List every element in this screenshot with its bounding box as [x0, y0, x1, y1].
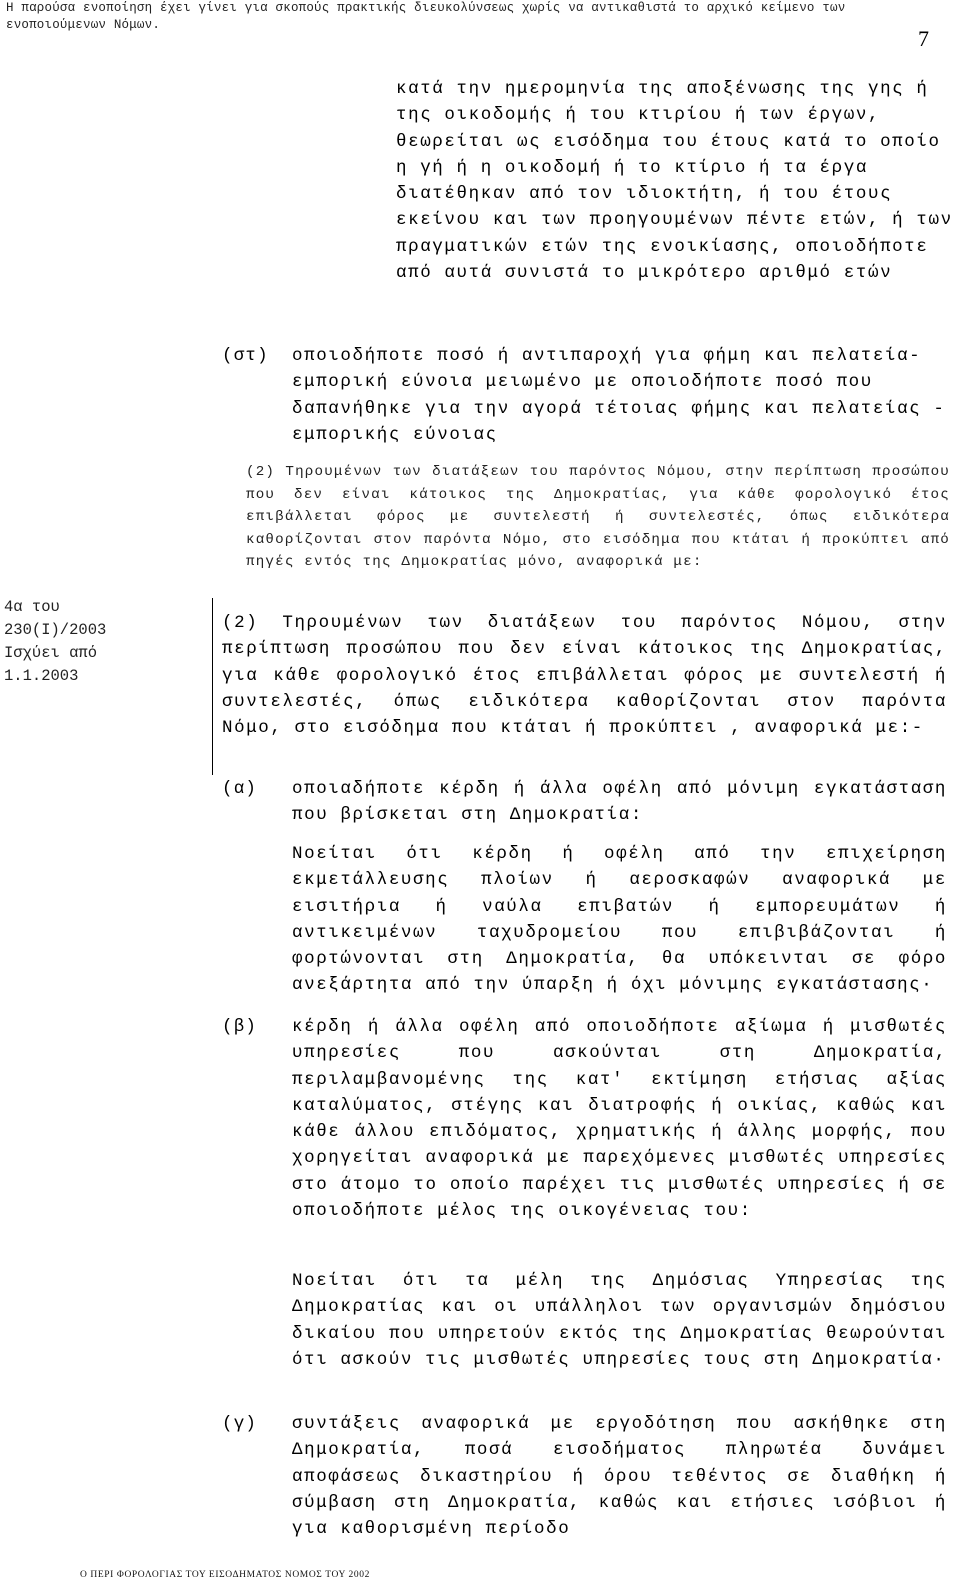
- margin-note-line: 4α του: [4, 598, 60, 616]
- margin-rule: [212, 598, 213, 775]
- intro-paragraph: κατά την ημερομηνία της αποξένωσης της γης ή της οικοδομής ή του κτιρίου ή των έργων, θεωρείται ως εισόδημα του έτους κατά το οποίο η γή ή η οικοδομή ή το κτίριο ή τα έργα διατέθηκαν από τον ιδιοκτήτη, ή του έτους εκείνου και των προηγουμένων πέντε ετών, ή των πραγματικών ετών της ενοικίασης, οποιοδήποτε από αυτά συνιστά το μικρότερο αριθμό ετών: [396, 79, 953, 284]
- margin-note-line: 230(Ι)/2003: [4, 621, 107, 639]
- item-st-text: οποιοδήποτε ποσό ή αντιπαροχή για φήμη και πελατεία-εμπορική εύνοια μειωμένο με οποιοδήποτε ποσό που δαπανήθηκε για την αγορά τέτοιας φήμης και πελατείας - εμπορικής εύνοιας: [292, 346, 946, 445]
- item-b-text: κέρδη ή άλλα οφέλη από οποιοδήποτε αξίωμα ή μισθωτές υπηρεσίες που ασκούνται στη Δημοκρατία, περιλαμβανομένης της κατ' εκτίμηση ετήσιας αξίας καταλύματος, στέγης και διατροφής ή οικίας, καθώς και κάθε άλλου επιδόματος, χρηματικής ή άλλης μορφής, που χορηγείται αναφορικά με παρεχόμενες μισθωτές υπηρεσίες στο άτομο το οποίο παρέχει τις μισθωτές υπηρεσίες ή σε οποιοδήποτε μέλος της οικογένειας του:: [292, 1017, 947, 1222]
- page-footer: Ο ΠΕΡΙ ΦΟΡΟΛΟΓΙΑΣ ΤΟΥ ΕΙΣΟΔΗΜΑΤΟΣ ΝΟΜΟΣ ΤΟΥ 2002: [80, 1570, 370, 1580]
- item-st-label: (στ): [222, 346, 269, 366]
- item-a-text: οποιαδήποτε κέρδη ή άλλα οφέλη από μόνιμη εγκατάσταση που βρίσκεται στη Δημοκρατία:: [292, 779, 947, 826]
- item-b-proviso: Νοείται ότι τα μέλη της Δημόσιας Υπηρεσίας της Δημοκρατίας και οι υπάλληλοι των οργανισμών δημόσιου δικαίου που υπηρετούν εκτός της Δημοκρατίας θεωρούνται ότι ασκούν τις μισθωτές υπηρεσίες τους στη Δημοκρατία·: [292, 1271, 947, 1370]
- margin-note-line: 1.1.2003: [4, 667, 79, 685]
- item-a-label: (α): [222, 779, 258, 799]
- consolidation-disclaimer: Η παρούσα ενοποίηση έχει γίνει για σκοπούς πρακτικής διευκολύνσεως χωρίς να αντικαθιστά το αρχικό κείμενο των ενοποιούμενων Νόμων.: [6, 1, 846, 32]
- item-c-label: (γ): [222, 1414, 258, 1434]
- repealed-subsection: (2) Τηρουμένων των διατάξεων του παρόντος Νόμου, στην περίπτωση προσώπου που δεν είναι κάτοικος της Δημοκρατίας, για κάθε φορολογικό έτος επιβάλλεται φόρος με συντελεστή ή συντελεστές, όπως ειδικότερα καθορίζονται στον παρόντα Νόμο, στο εισόδημα που κτάται ή προκύπτει από πηγές εντός της Δημοκρατίας μόνο, αναφορικά με:: [246, 464, 950, 570]
- item-b-label: (β): [222, 1017, 258, 1037]
- margin-note-line: Ισχύει από: [4, 644, 98, 662]
- item-a-proviso: Νοείται ότι κέρδη ή οφέλη από την επιχείρηση εκμετάλλευσης πλοίων ή αεροσκαφών αναφορικά με εισιτήρια ή ναύλα επιβατών ή εμπορευμάτων ή αντικειμένων ταχυδρομείου που επιβιβάζονται ή φορτώνονται στη Δημοκρατία, θα υπόκεινται σε φόρο ανεξάρτητα από την ύπαρξη ή όχι μόνιμης εγκατάστασης·: [292, 844, 947, 996]
- page-number: 7: [918, 26, 929, 51]
- item-c-text: συντάξεις αναφορικά με εργοδότηση που ασκήθηκε στη Δημοκρατία, ποσά εισοδήματος πληρωτέα δυνάμει αποφάσεως δικαστηρίου ή όρου τεθέντος σε διαθήκη ή σύμβαση στη Δημοκρατία, καθώς και ετήσιες ισόβιοι ή για καθορισμένη περίοδο: [292, 1414, 947, 1540]
- subsection-2: (2) Τηρουμένων των διατάξεων του παρόντος Νόμου, στην περίπτωση προσώπου που δεν είναι κάτοικος της Δημοκρατίας, για κάθε φορολογικό έτος επιβάλλεται φόρος με συντελεστή ή συντελεστές, όπως ειδικότερα καθορίζονται στον παρόντα Νόμο, στο εισόδημα που κτάται ή προκύπτει , αναφορικά με:-: [222, 613, 947, 739]
- margin-note: [4, 596, 106, 688]
